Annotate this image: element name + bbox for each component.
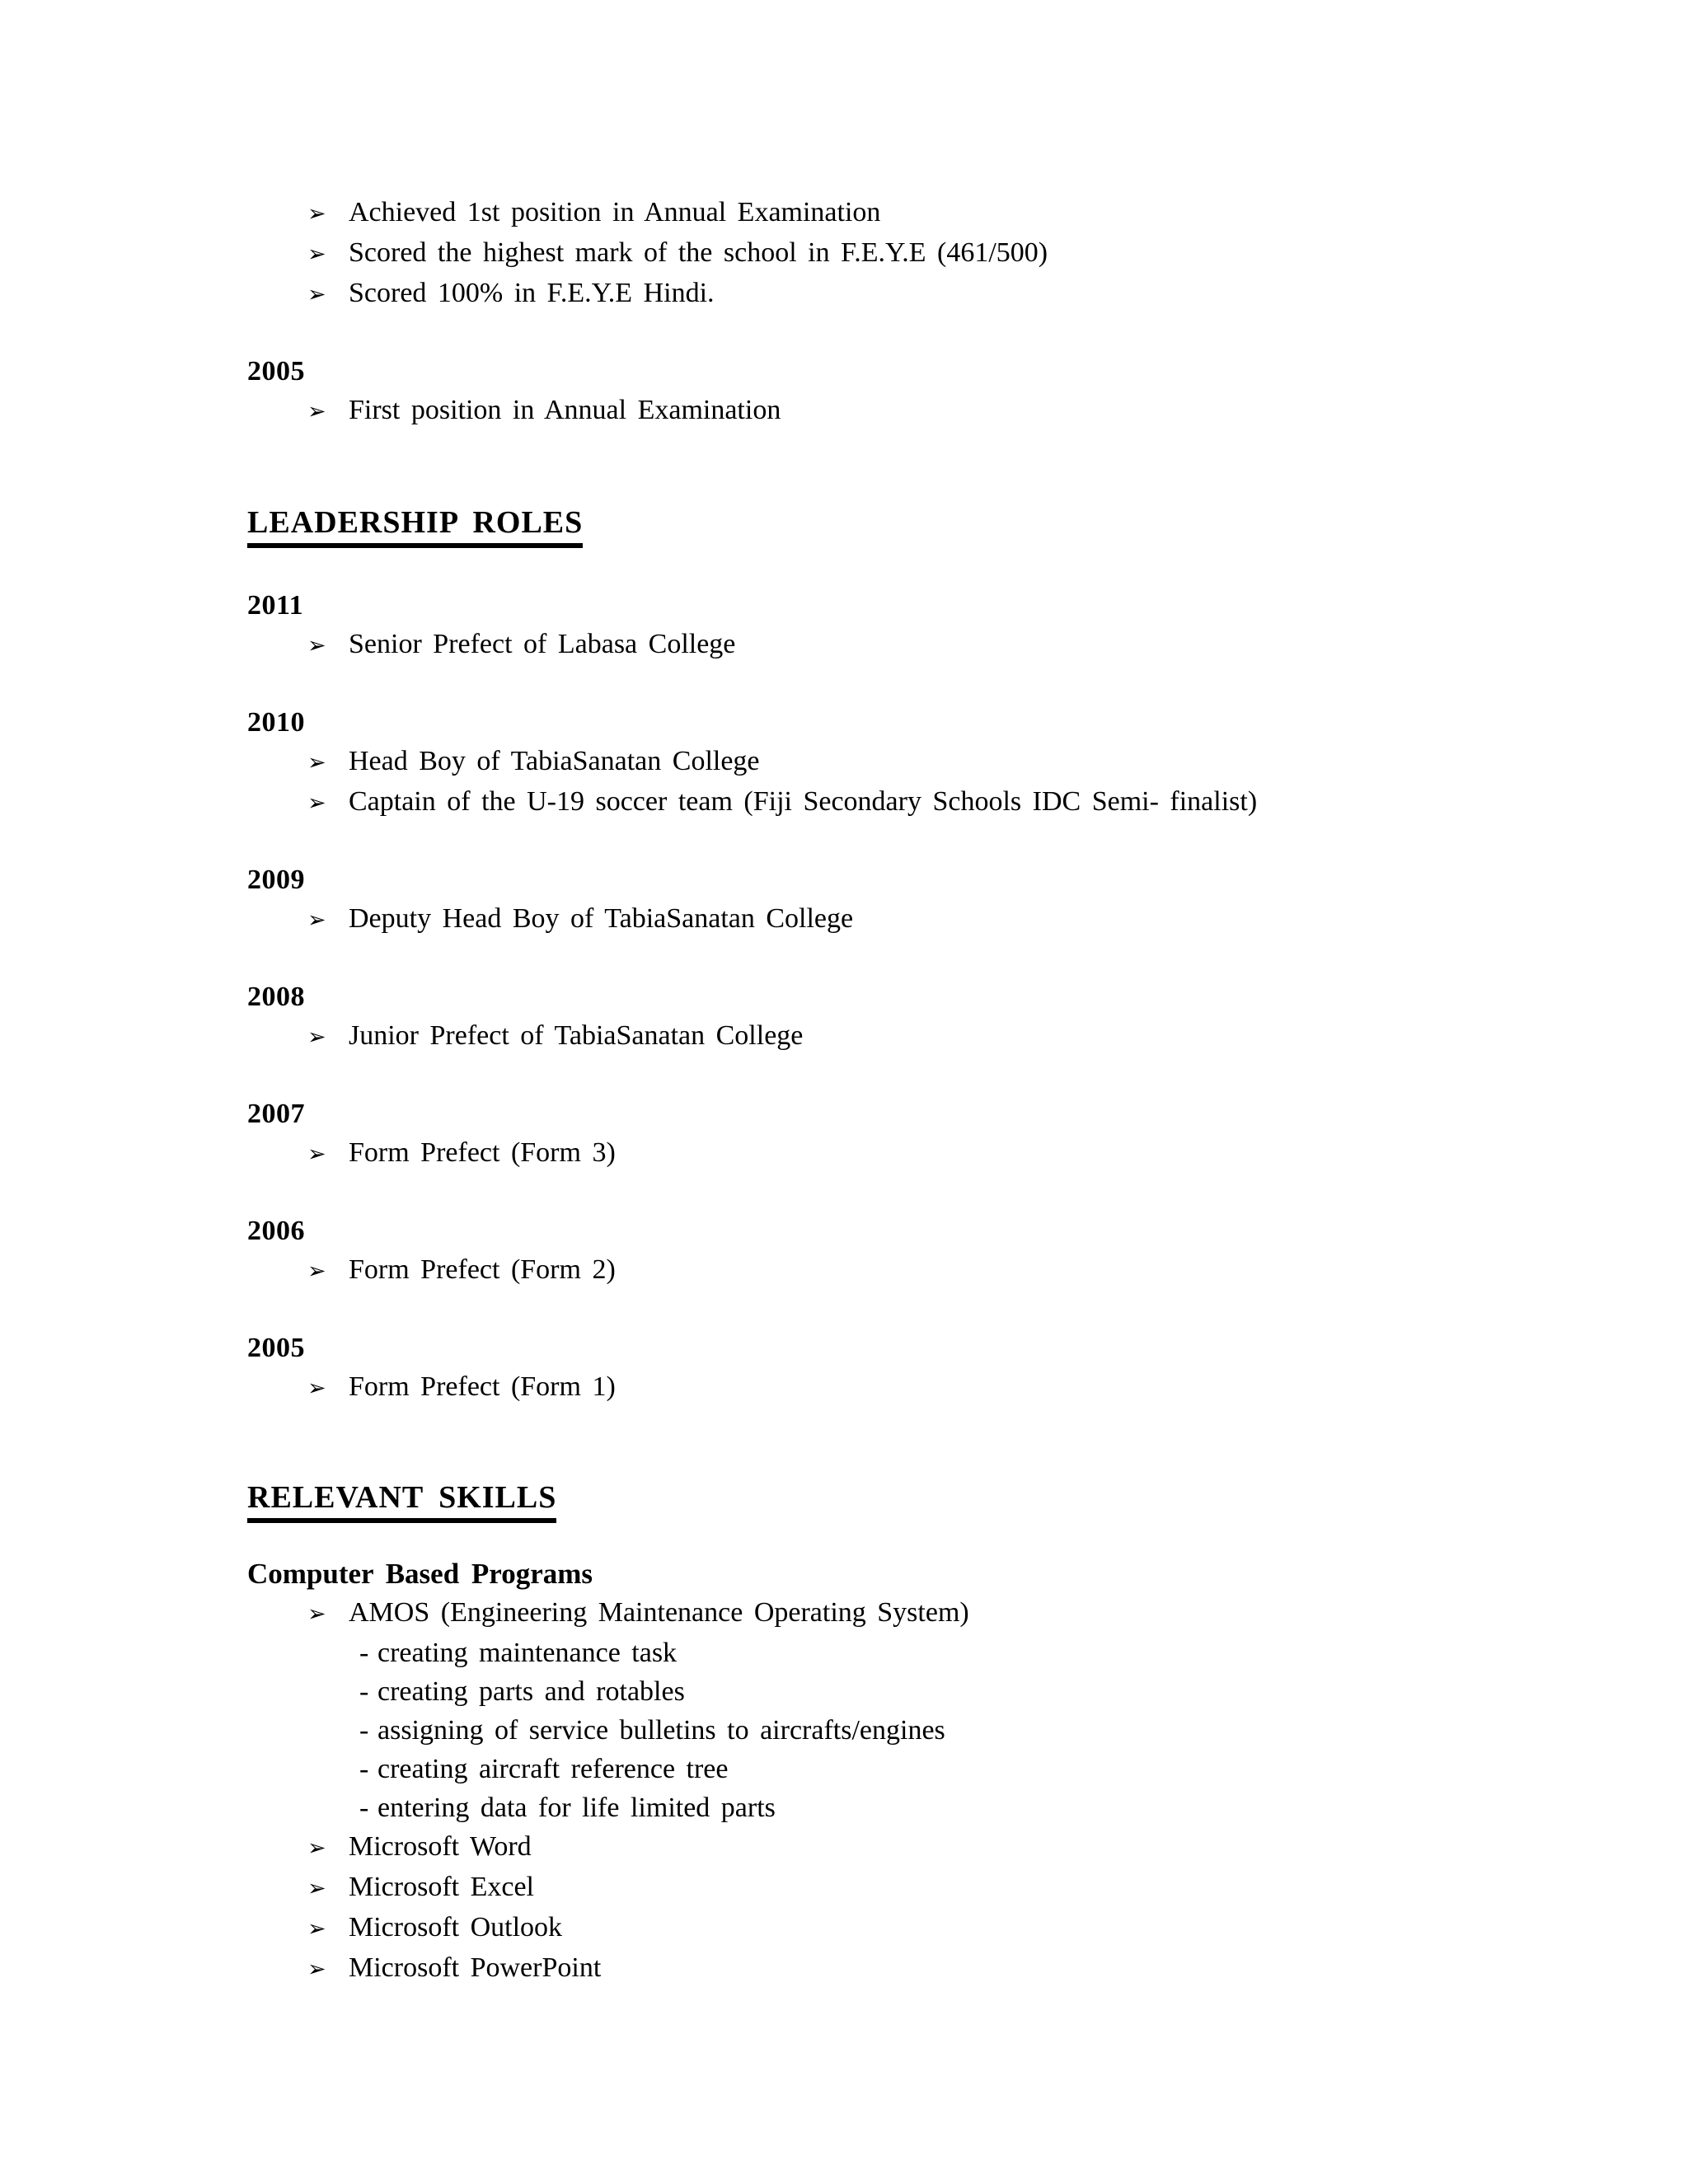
list-item	[247, 1593, 1606, 1633]
year-item-list	[247, 391, 1606, 431]
arrow-bullet-icon: ➢	[307, 1601, 326, 1627]
list-item	[247, 1133, 1606, 1174]
list-item	[247, 1633, 1606, 1672]
year-block-2008	[247, 977, 1606, 1057]
task-text: creating aircraft reference tree	[377, 1754, 729, 1784]
list-item	[247, 391, 1606, 431]
list-item	[247, 1750, 1606, 1788]
year-block-2007	[247, 1094, 1606, 1174]
dash-bullet-icon: -	[359, 1754, 369, 1784]
arrow-bullet-icon: ➢	[307, 1141, 326, 1167]
achievement-text: First position in Annual Examination	[349, 395, 781, 425]
arrow-bullet-icon: ➢	[307, 1957, 326, 1982]
list-item	[247, 274, 1606, 314]
year-item-list	[247, 899, 1606, 940]
skill-text: Microsoft Word	[349, 1831, 532, 1862]
list-item	[247, 1788, 1606, 1827]
list-item	[247, 233, 1606, 274]
skill-text: AMOS (Engineering Maintenance Operating System)	[349, 1597, 969, 1628]
arrow-bullet-icon: ➢	[307, 907, 326, 933]
year-item-list	[247, 1133, 1606, 1174]
year-item-list	[247, 1367, 1606, 1408]
dash-bullet-icon: -	[359, 1715, 369, 1746]
role-text: Form Prefect (Form 3)	[349, 1137, 616, 1168]
role-text: Captain of the U-19 soccer team (Fiji Secondary Schools IDC Semi- finalist)	[349, 786, 1258, 817]
list-item	[247, 1868, 1606, 1908]
arrow-bullet-icon: ➢	[307, 399, 326, 424]
list-item	[247, 899, 1606, 940]
role-text: Senior Prefect of Labasa College	[349, 629, 736, 659]
arrow-bullet-icon: ➢	[307, 282, 326, 307]
microsoft-skills-list	[247, 1827, 1606, 1989]
role-text: Deputy Head Boy of TabiaSanatan College	[349, 903, 854, 934]
year-heading: 2007	[247, 1099, 305, 1129]
year-item-list	[247, 625, 1606, 665]
list-item	[247, 1711, 1606, 1750]
list-item	[247, 1948, 1606, 1989]
year-heading: 2010	[247, 707, 305, 738]
list-item	[247, 1250, 1606, 1291]
relevant-skills-heading	[247, 1479, 1606, 1523]
arrow-bullet-icon: ➢	[307, 1876, 326, 1901]
list-item	[247, 625, 1606, 665]
arrow-bullet-icon: ➢	[307, 1376, 326, 1401]
skill-text: Microsoft PowerPoint	[349, 1952, 602, 1983]
year-heading: 2011	[247, 590, 304, 621]
role-text: Head Boy of TabiaSanatan College	[349, 746, 760, 776]
dash-bullet-icon: -	[359, 1638, 369, 1668]
year-item-list	[247, 1250, 1606, 1291]
arrow-bullet-icon: ➢	[307, 1835, 326, 1861]
year-block-2005-leadership	[247, 1329, 1606, 1408]
arrow-bullet-icon: ➢	[307, 1024, 326, 1050]
computer-programs-subheading: Computer Based Programs	[247, 1558, 593, 1590]
year-block-2006	[247, 1212, 1606, 1291]
list-item	[247, 1367, 1606, 1408]
task-text: entering data for life limited parts	[377, 1793, 776, 1823]
arrow-bullet-icon: ➢	[307, 241, 326, 267]
skill-text: Microsoft Excel	[349, 1872, 534, 1902]
role-text: Junior Prefect of TabiaSanatan College	[349, 1020, 804, 1051]
arrow-bullet-icon: ➢	[307, 1258, 326, 1284]
year-heading: 2009	[247, 865, 305, 895]
year-heading: 2005	[247, 1333, 305, 1363]
dash-bullet-icon: -	[359, 1793, 369, 1823]
role-text: Form Prefect (Form 2)	[349, 1254, 616, 1285]
year-heading: 2006	[247, 1216, 305, 1246]
year-block-2010	[247, 703, 1606, 823]
task-text: assigning of service bulletins to aircrafts/engines	[377, 1715, 945, 1746]
year-item-list	[247, 742, 1606, 823]
arrow-bullet-icon: ➢	[307, 633, 326, 658]
skill-text: Microsoft Outlook	[349, 1912, 563, 1943]
role-text: Form Prefect (Form 1)	[349, 1371, 616, 1402]
amos-task-list	[247, 1633, 1606, 1827]
list-item	[247, 193, 1606, 233]
leadership-roles-heading	[247, 504, 1606, 548]
task-text: creating maintenance task	[377, 1638, 678, 1668]
year-block-2009	[247, 860, 1606, 940]
arrow-bullet-icon: ➢	[307, 790, 326, 816]
list-item	[247, 1672, 1606, 1711]
year-block-2011	[247, 586, 1606, 665]
arrow-bullet-icon: ➢	[307, 750, 326, 776]
list-item	[247, 742, 1606, 782]
relevant-skills-heading-text: RELEVANT SKILLS	[247, 1479, 556, 1523]
list-item	[247, 782, 1606, 823]
achievement-text: Scored the highest mark of the school in F.E.Y.E (461/500)	[349, 237, 1048, 268]
amos-list	[247, 1593, 1606, 1633]
year-heading: 2008	[247, 982, 305, 1012]
top-achievements-list	[247, 193, 1606, 314]
year-heading: 2005	[247, 356, 305, 387]
list-item	[247, 1908, 1606, 1948]
task-text: creating parts and rotables	[377, 1676, 685, 1707]
achievement-text: Scored 100% in F.E.Y.E Hindi.	[349, 278, 715, 308]
year-item-list	[247, 1016, 1606, 1057]
achievement-text: Achieved 1st position in Annual Examination	[349, 197, 881, 227]
list-item	[247, 1827, 1606, 1868]
arrow-bullet-icon: ➢	[307, 1916, 326, 1942]
year-block-2005-achievement	[247, 352, 1606, 431]
list-item	[247, 1016, 1606, 1057]
leadership-roles-heading-text: LEADERSHIP ROLES	[247, 504, 583, 548]
arrow-bullet-icon: ➢	[307, 201, 326, 227]
dash-bullet-icon: -	[359, 1676, 369, 1707]
